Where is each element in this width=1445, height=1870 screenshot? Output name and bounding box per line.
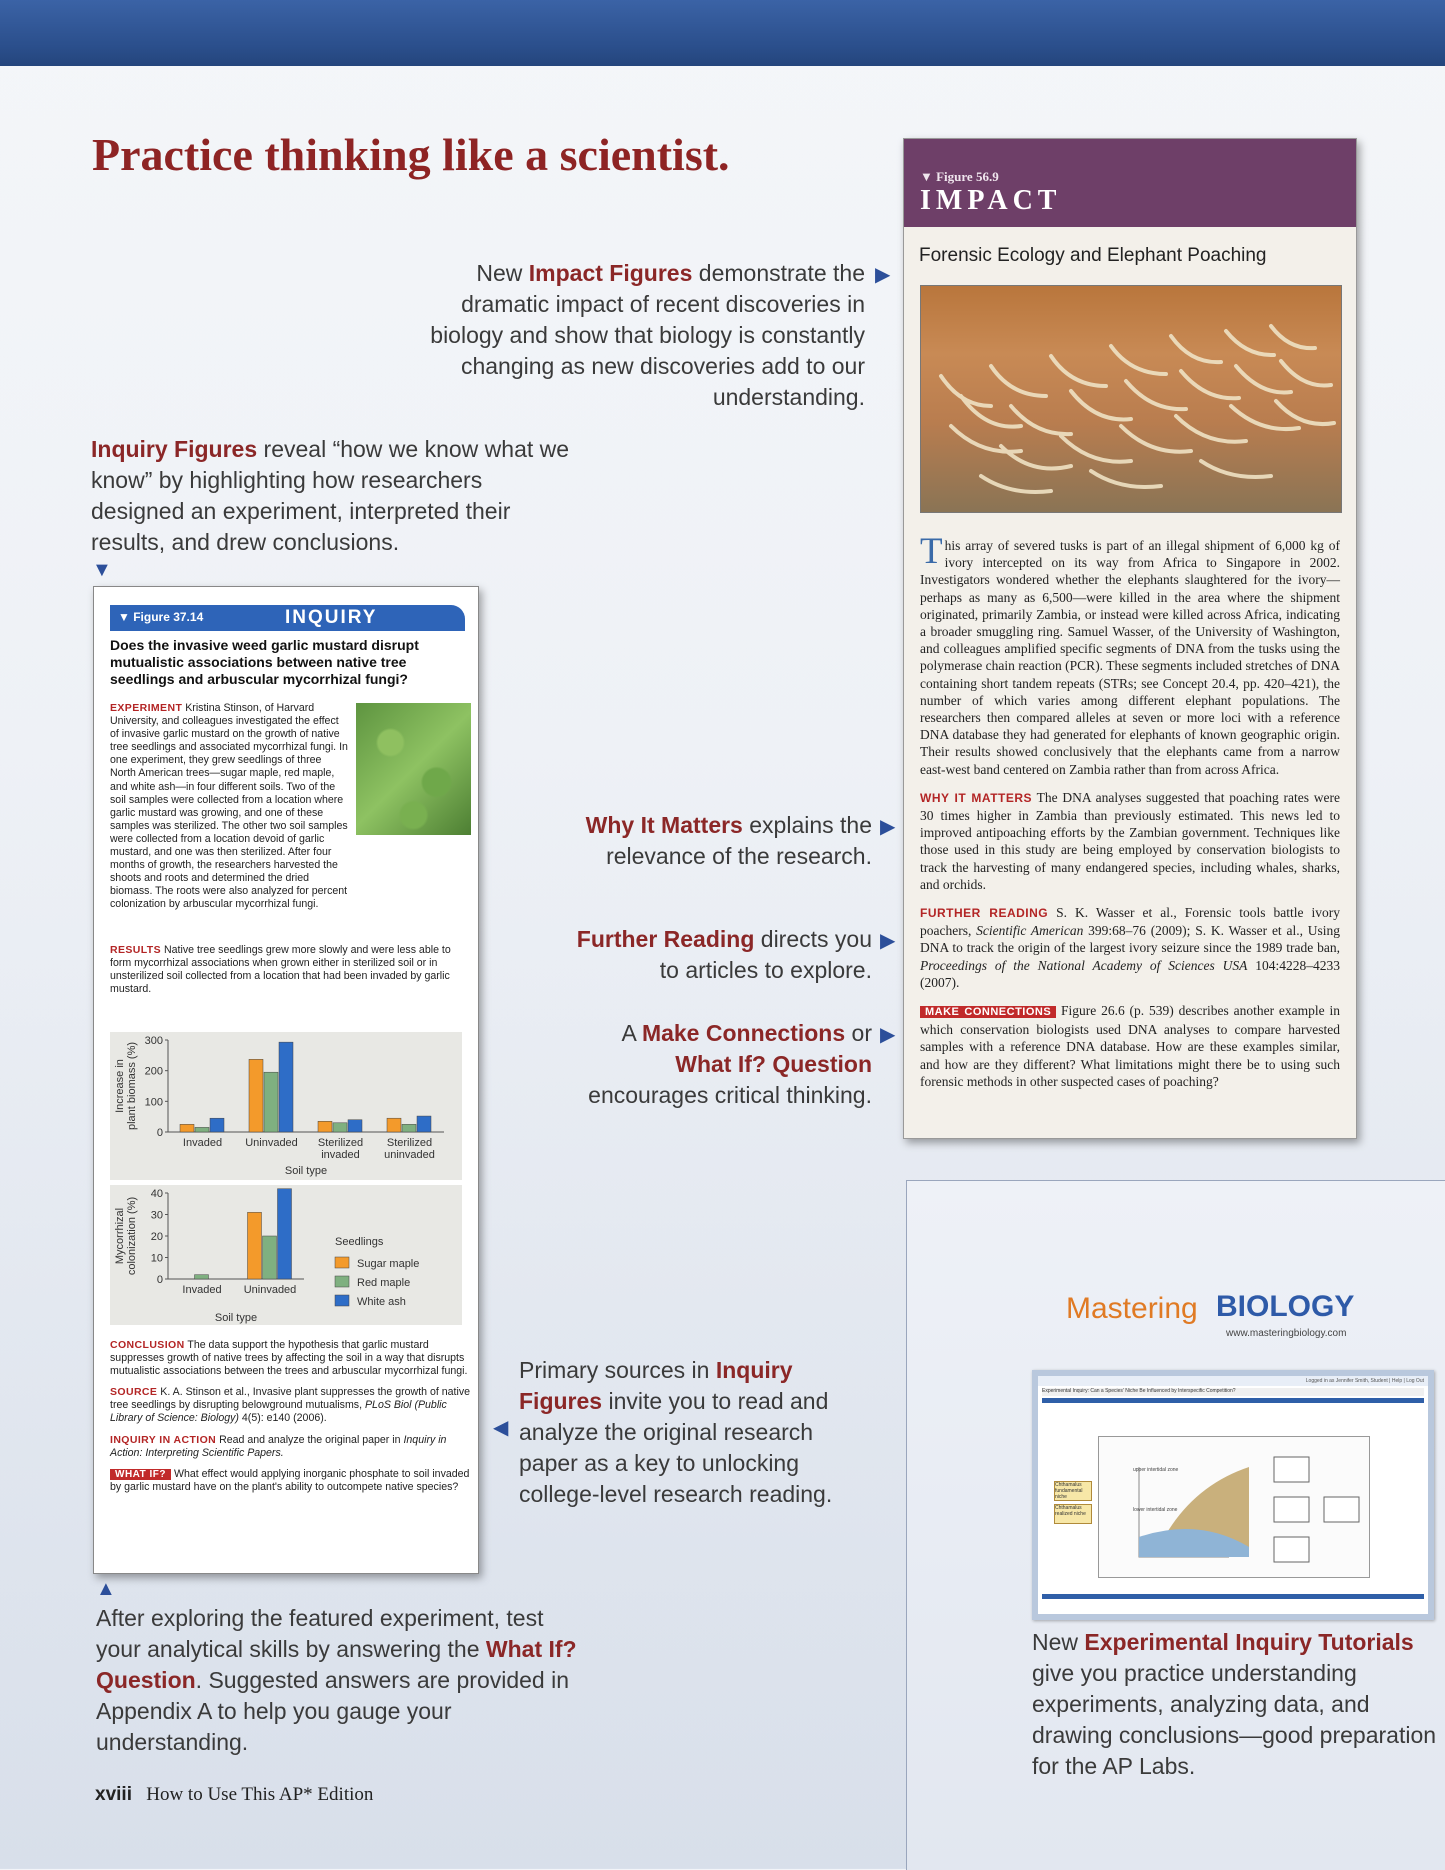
x-tick-label: Uninvaded bbox=[243, 1284, 297, 1296]
further-reading-callout: Further Reading directs you to articles to explore. bbox=[576, 926, 872, 983]
impact-paragraph: This array of severed tusks is part of an illegal shipment of 6,000 kg of ivory intercepted on its way from Africa to Singapore in 2002. Investigators wondered whether the elephants slaughtered for the ivory—perhaps as many as 6,500—were killed in the area where the shipment originated, primarily Zambia, or instead were killed across Africa, indicating a broader smuggling ring. Samuel Wasser, of the University of Washington, and colleagues amplified specific segments of DNA from the tusks using the polymerase chain reaction (PCR). These segments included stretches of DNA containing short tandem repeats (STRs; see Concept 20.4, pp. 420–421), the number of which varies among different elephant populations. The researchers then compared alleles at seven or more loci with a reference DNA database they had generated for elephants of known geographic origin. Their results showed conclusively that the elephants came from a narrow east-west band centered on Zambia rather than from across Africa. bbox=[920, 531, 1340, 777]
x-tick-label: invaded bbox=[321, 1149, 360, 1161]
why-it-matters-callout: Why It Matters explains the relevance of the research. bbox=[585, 812, 872, 869]
bar bbox=[279, 1042, 293, 1132]
x-tick-label: Uninvaded bbox=[245, 1137, 298, 1149]
y-axis-label: colonization (%) bbox=[126, 1196, 138, 1276]
inquiry-question: Does the invasive weed garlic mustard disrupt mutualistic associations between native tree seedlings and arbuscular mycorrhizal fungi? bbox=[110, 637, 419, 687]
y-tick-label: 40 bbox=[150, 1188, 163, 1200]
arrow-right-icon: ▶ bbox=[880, 1024, 896, 1046]
bar bbox=[180, 1124, 194, 1132]
impact-figure bbox=[903, 138, 1357, 1139]
bar bbox=[264, 1072, 278, 1132]
make-connections-callout: A Make Connections or What If? Question encourages critical thinking. bbox=[588, 1020, 872, 1108]
legend-swatch bbox=[335, 1276, 349, 1287]
screenshot-bar bbox=[1042, 1398, 1424, 1403]
what-if-section: WHAT IF? What effect would applying inorganic phosphate to soil invaded by garlic mustard have on the plant's ability to outcompete native species? bbox=[110, 1467, 470, 1493]
screenshot-title: Experimental Inquiry: Can a Species' Niche Be Influenced by Interspecific Competition? bbox=[1042, 1388, 1424, 1396]
mastering-logo-text: Mastering bbox=[1066, 1292, 1198, 1325]
bar bbox=[195, 1127, 209, 1132]
further-reading-section: FURTHER READING S. K. Wasser et al., Forensic tools battle ivory poachers, Scientific American 399:68–76 (2009); S. K. Wasser et al., Using DNA to track the origin of the largest ivory seizure since the 1989 trade ban, Proceedings of the National Academy of Sciences USA 104:4228–4233 (2007). bbox=[920, 905, 1340, 990]
bar bbox=[195, 1275, 209, 1279]
drop-cap: T bbox=[920, 531, 943, 572]
results-section: RESULTS Native tree seedlings grew more slowly and were less able to form mycorrhizal associations when grown either in sterilized soil or in unsterilized soil collected from a location that had been invaded by garlic mustard. bbox=[110, 944, 451, 996]
source-section: SOURCE K. A. Stinson et al., Invasive plant suppresses the growth of native tree seedlings by disrupting belowground mutualisms, PLoS Biol (Public Library of Science: Biology) 4(5): e140 (2006). bbox=[110, 1386, 471, 1425]
bar bbox=[318, 1121, 332, 1132]
top-banner bbox=[0, 0, 1445, 66]
y-tick-label: 300 bbox=[144, 1035, 163, 1047]
bar bbox=[333, 1123, 347, 1132]
make-connections-section: MAKE CONNECTIONS Figure 26.6 (p. 539) describes another example in which conservation biologists used DNA analyses to compare harvested samples with a reference DNA database. How are these examples similar, and how are they different? What limitations might there be to using such forensic methods in other suspected cases of poaching? bbox=[920, 1003, 1340, 1089]
biomass-chart bbox=[110, 1032, 462, 1180]
impact-figure-number: ▼ Figure 56.9 bbox=[920, 169, 999, 184]
inquiry-callout: Inquiry Figures reveal “how we know what we know” by highlighting how researchers designed an experiment, interpreted their results, and drew conclusions. bbox=[91, 436, 570, 555]
primary-sources-callout: Primary sources in Inquiry Figures invite you to read and analyze the original research paper as a key to unlocking college-level research reading. bbox=[519, 1357, 833, 1507]
inquiry-header bbox=[110, 605, 465, 631]
impact-header bbox=[904, 139, 1356, 227]
arrow-down-icon: ▼ bbox=[92, 559, 112, 581]
y-tick-label: 0 bbox=[156, 1274, 163, 1286]
y-tick-label: 200 bbox=[144, 1065, 163, 1078]
y-tick-label: 30 bbox=[150, 1209, 163, 1222]
what-if-callout: After exploring the featured experiment, test your analytical skills by answering the What If? Question. Suggested answers are provided in Appendix A to help you gauge your understanding. bbox=[96, 1605, 577, 1755]
bar bbox=[402, 1124, 416, 1132]
tutorial-callout: New Experimental Inquiry Tutorials give you practice understanding experiments, analyzing data, and drawing conclusions—good preparation for the AP Labs. bbox=[1032, 1629, 1437, 1779]
page-footer bbox=[95, 1784, 373, 1806]
x-axis-label: Soil type bbox=[214, 1312, 258, 1324]
x-axis-label: Soil type bbox=[284, 1165, 328, 1177]
arrow-up-icon: ▲ bbox=[96, 1578, 116, 1600]
bar bbox=[417, 1116, 431, 1132]
y-axis-label: Increase in bbox=[114, 1059, 126, 1113]
y-tick-label: 20 bbox=[150, 1231, 163, 1243]
colonization-chart bbox=[110, 1185, 462, 1325]
why-it-matters-section: WHY IT MATTERS The DNA analyses suggested that poaching rates were 30 times higher in Zambia than previously estimated. This news led to improved antipoaching efforts by the Zambian government. Techniques like those used in this study are being employed by conservation biologists to track the harvesting of many endangered species, including whales, sharks, and orchids. bbox=[920, 789, 1340, 892]
legend-label: Sugar maple bbox=[357, 1258, 420, 1270]
niche-label-b[interactable]: Chthamalus realized niche bbox=[1054, 1504, 1092, 1524]
arrow-right-icon: ▶ bbox=[880, 930, 896, 952]
bar bbox=[263, 1236, 277, 1279]
bar bbox=[210, 1118, 224, 1132]
make-connections-badge: MAKE CONNECTIONS bbox=[920, 1006, 1056, 1018]
impact-subtitle: Forensic Ecology and Elephant Poaching bbox=[919, 245, 1267, 266]
page-title: Practice thinking like a scientist. bbox=[92, 129, 730, 180]
y-tick-label: 0 bbox=[156, 1127, 163, 1139]
conclusion-section: CONCLUSION The data support the hypothesis that garlic mustard suppresses growth of native trees by affecting the soil in a way that disrupts mutualistic associations between the trees and arbuscular mycorrhizal fungi. bbox=[110, 1339, 468, 1378]
legend-swatch bbox=[335, 1257, 349, 1268]
bar bbox=[348, 1120, 362, 1132]
biomass-chart-svg bbox=[110, 1032, 462, 1180]
screenshot-diagram: upper intertidal zone lower intertidal zone bbox=[1098, 1436, 1370, 1578]
impact-title: IMPACT bbox=[920, 185, 1062, 216]
x-tick-label: Invaded bbox=[182, 1137, 223, 1149]
experiment-section: EXPERIMENT Kristina Stinson, of Harvard University, and colleagues investigated the effect of invasive garlic mustard on the growth of native tree seedlings and associated mycorrhizal fungi. In one experiment, they grew seedlings of three North American trees—sugar maple, red maple, and white ash—in four different soils. Two of the soil samples were collected from a location where garlic mustard was growing, and one of these samples was sterilized. The other two soil samples were collected from a location devoid of garlic mustard, and one was then sterilized. After four months of growth, the researchers harvested the shoots and roots and determined the dried biomass. The roots were also analyzed for percent colonization by arbuscular mycorrhizal fungi. bbox=[110, 702, 348, 911]
footer-text: How to Use This AP* Edition bbox=[146, 1784, 374, 1805]
legend-title: Seedlings bbox=[335, 1236, 384, 1248]
y-axis-label: Mycorrhizal bbox=[114, 1207, 126, 1265]
bar bbox=[248, 1212, 262, 1279]
y-tick-label: 10 bbox=[150, 1252, 163, 1265]
ivory-tusks-photo bbox=[920, 285, 1342, 513]
arrow-right-icon: ▶ bbox=[875, 264, 891, 286]
impact-callout: New Impact Figures demonstrate the dramatic impact of recent discoveries in biology and show that biology is constantly changing as new discoveries add to our understanding. bbox=[430, 260, 865, 410]
bar bbox=[249, 1059, 263, 1132]
impact-body bbox=[920, 531, 1340, 1101]
bar bbox=[278, 1189, 292, 1279]
arrow-left-icon: ◀ bbox=[493, 1417, 509, 1439]
bar bbox=[387, 1118, 401, 1132]
screenshot-footer-bar bbox=[1042, 1594, 1424, 1599]
inquiry-title: INQUIRY bbox=[285, 607, 378, 628]
y-tick-label: 100 bbox=[144, 1096, 163, 1109]
inquiry-lower-text bbox=[110, 1339, 472, 1502]
x-tick-label: Invaded bbox=[182, 1284, 222, 1296]
x-tick-label: Sterilized bbox=[317, 1137, 364, 1149]
legend-label: White ash bbox=[357, 1296, 406, 1308]
biology-logo-text: BIOLOGY bbox=[1216, 1290, 1355, 1323]
x-tick-label: Sterilized bbox=[386, 1137, 433, 1149]
page-number: xviii bbox=[95, 1784, 132, 1805]
legend-label: Red maple bbox=[357, 1277, 411, 1289]
screenshot-topbar: Logged in as Jennifer Smith, Student | Help | Log Out bbox=[1038, 1376, 1428, 1386]
inquiry-figure-number: ▼ Figure 37.14 bbox=[118, 610, 204, 624]
niche-label-a[interactable]: Chthamalus fundamental niche bbox=[1054, 1481, 1092, 1501]
legend-swatch bbox=[335, 1295, 349, 1306]
inquiry-in-action-section: INQUIRY IN ACTION Read and analyze the original paper in Inquiry in Action: Interpreting Scientific Papers. bbox=[110, 1433, 447, 1459]
tutorial-screenshot bbox=[1032, 1370, 1434, 1620]
what-if-badge: WHAT IF? bbox=[110, 1469, 171, 1480]
garlic-mustard-photo bbox=[356, 703, 471, 835]
arrow-right-icon: ▶ bbox=[880, 816, 896, 838]
mastering-url: www.masteringbiology.com bbox=[1226, 1328, 1347, 1339]
x-tick-label: uninvaded bbox=[384, 1149, 435, 1161]
inquiry-figure bbox=[93, 586, 479, 1574]
y-axis-label: plant biomass (%) bbox=[126, 1041, 138, 1131]
colonization-chart-svg bbox=[110, 1185, 462, 1325]
